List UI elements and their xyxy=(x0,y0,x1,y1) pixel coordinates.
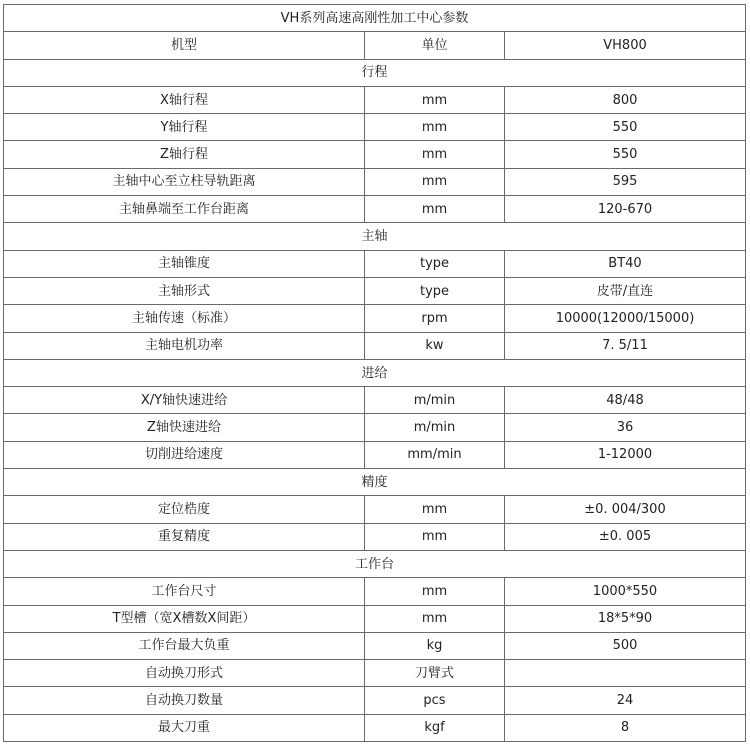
table-row xyxy=(4,332,746,359)
unit-cell: mm/min xyxy=(365,441,505,468)
param-cell: 工作台尺寸 xyxy=(4,578,365,605)
param-cell: 自动换刀数量 xyxy=(4,687,365,714)
table-row xyxy=(4,414,746,441)
section-row xyxy=(4,469,746,496)
unit-cell: type xyxy=(365,250,505,277)
param-cell: 主轴电机功率 xyxy=(4,332,365,359)
value-cell: 120-670 xyxy=(505,196,746,223)
value-cell: 500 xyxy=(505,632,746,659)
header-unit: 单位 xyxy=(365,32,505,59)
unit-cell: mm xyxy=(365,168,505,195)
value-cell: 8 xyxy=(505,714,746,741)
param-cell: Z轴快速进给 xyxy=(4,414,365,441)
value-cell: 800 xyxy=(505,86,746,113)
unit-cell: pcs xyxy=(365,687,505,714)
table-row xyxy=(4,714,746,741)
spec-table-body xyxy=(4,5,746,742)
section-title: 行程 xyxy=(4,59,746,86)
section-row xyxy=(4,59,746,86)
header-row xyxy=(4,32,746,59)
value-cell: 1000*550 xyxy=(505,578,746,605)
value-cell: 皮带/直连 xyxy=(505,277,746,304)
table-row xyxy=(4,632,746,659)
param-cell: 重复精度 xyxy=(4,523,365,550)
table-row xyxy=(4,578,746,605)
param-cell: 主轴形式 xyxy=(4,277,365,304)
section-title: 工作台 xyxy=(4,550,746,577)
unit-cell: kw xyxy=(365,332,505,359)
value-cell: ±0. 005 xyxy=(505,523,746,550)
header-vh800: VH800 xyxy=(505,32,746,59)
spec-table xyxy=(3,4,746,742)
unit-cell: m/min xyxy=(365,414,505,441)
value-cell: 10000(12000/15000) xyxy=(505,305,746,332)
title-row xyxy=(4,5,746,32)
table-row xyxy=(4,687,746,714)
value-cell: 7. 5/11 xyxy=(505,332,746,359)
section-row xyxy=(4,359,746,386)
table-row xyxy=(4,523,746,550)
unit-cell: rpm xyxy=(365,305,505,332)
section-title: 主轴 xyxy=(4,223,746,250)
param-cell: X/Y轴快速进给 xyxy=(4,387,365,414)
param-cell: 主轴锥度 xyxy=(4,250,365,277)
table-row xyxy=(4,250,746,277)
unit-cell: mm xyxy=(365,523,505,550)
unit-cell: m/min xyxy=(365,387,505,414)
table-title: VH系列高速高刚性加工中心参数 xyxy=(4,5,746,32)
section-row xyxy=(4,223,746,250)
unit-cell: 刀臂式 xyxy=(365,660,505,687)
unit-cell: mm xyxy=(365,141,505,168)
value-cell: 48/48 xyxy=(505,387,746,414)
value-cell: 550 xyxy=(505,114,746,141)
value-cell: 595 xyxy=(505,168,746,195)
unit-cell: mm xyxy=(365,605,505,632)
unit-cell: mm xyxy=(365,114,505,141)
table-row xyxy=(4,605,746,632)
value-cell: 18*5*90 xyxy=(505,605,746,632)
value-cell: 550 xyxy=(505,141,746,168)
unit-cell: type xyxy=(365,277,505,304)
param-cell: Y轴行程 xyxy=(4,114,365,141)
value-cell: 1-12000 xyxy=(505,441,746,468)
param-cell: 工作台最大负重 xyxy=(4,632,365,659)
unit-cell: kgf xyxy=(365,714,505,741)
table-row xyxy=(4,305,746,332)
param-cell: Z轴行程 xyxy=(4,141,365,168)
unit-cell: mm xyxy=(365,196,505,223)
section-title: 进给 xyxy=(4,359,746,386)
param-cell: X轴行程 xyxy=(4,86,365,113)
param-cell: 最大刀重 xyxy=(4,714,365,741)
section-row xyxy=(4,550,746,577)
unit-cell: mm xyxy=(365,578,505,605)
param-cell: 主轴鼻端至工作台距离 xyxy=(4,196,365,223)
value-cell: ±0. 004/300 xyxy=(505,496,746,523)
value-cell xyxy=(505,660,746,687)
table-row xyxy=(4,141,746,168)
param-cell: 主轴中心至立柱导轨距离 xyxy=(4,168,365,195)
value-cell: 36 xyxy=(505,414,746,441)
section-title: 精度 xyxy=(4,469,746,496)
table-row xyxy=(4,441,746,468)
value-cell: 24 xyxy=(505,687,746,714)
param-cell: 定位梏度 xyxy=(4,496,365,523)
table-row xyxy=(4,86,746,113)
param-cell: 自动换刀形式 xyxy=(4,660,365,687)
value-cell: BT40 xyxy=(505,250,746,277)
table-row xyxy=(4,660,746,687)
table-row xyxy=(4,114,746,141)
param-cell: 主轴传速（标准） xyxy=(4,305,365,332)
param-cell: T型槽（宽X槽数X间距） xyxy=(4,605,365,632)
unit-cell: kg xyxy=(365,632,505,659)
unit-cell: mm xyxy=(365,496,505,523)
table-row xyxy=(4,277,746,304)
table-row xyxy=(4,168,746,195)
table-row xyxy=(4,196,746,223)
table-row xyxy=(4,496,746,523)
unit-cell: mm xyxy=(365,86,505,113)
header-model: 机型 xyxy=(4,32,365,59)
table-row xyxy=(4,387,746,414)
param-cell: 切削进给速度 xyxy=(4,441,365,468)
